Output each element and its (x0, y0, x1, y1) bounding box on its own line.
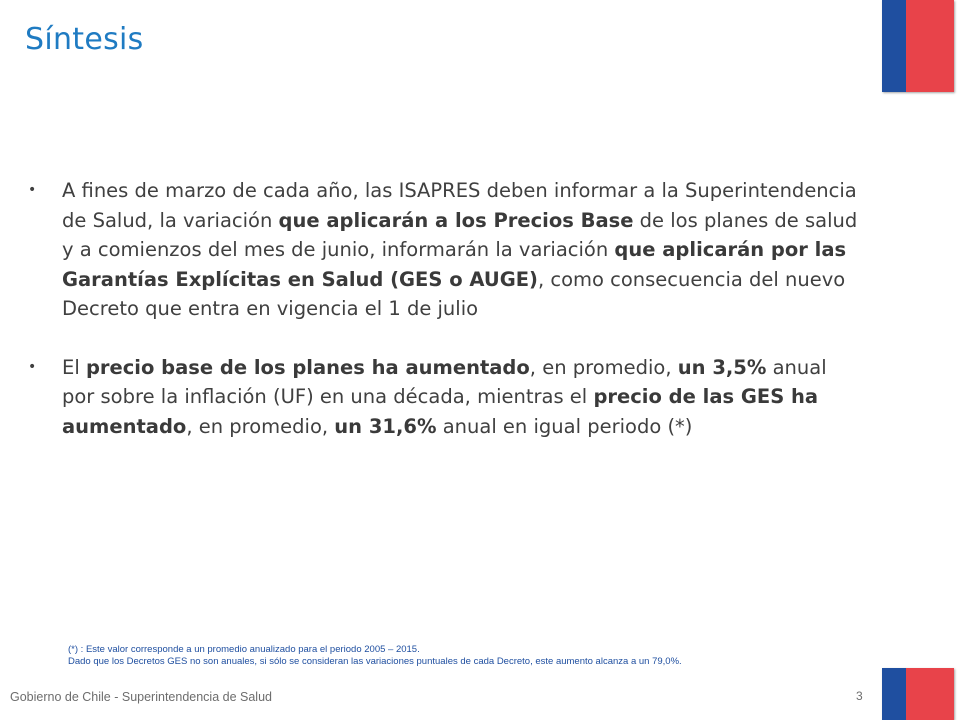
footer-text: Gobierno de Chile - Superintendencia de Salud (10, 690, 272, 704)
bullet-item (28, 353, 858, 442)
chile-flag-logo-bottom (882, 668, 954, 720)
bullet-run: de los planes de salud y a comienzos del mes de junio, informarán la variación (62, 208, 858, 261)
bullet-text (62, 356, 827, 438)
bullet-run: , en promedio, (529, 355, 678, 379)
bullet-emphasis: precio de las GES ha aumentado (62, 385, 819, 438)
bullet-emphasis: que aplicarán a los Precios Base (278, 208, 634, 232)
page-number: 3 (856, 689, 863, 703)
flag-blue-stripe (882, 668, 906, 720)
bullet-run: A fines de marzo de cada año, las ISAPRES deben informar a la Superintendencia de Salud, la variación (62, 179, 857, 232)
flag-red-stripe (906, 0, 954, 92)
bullet-list (28, 176, 858, 470)
bullet-emphasis: un 3,5% (677, 355, 767, 379)
bullet-icon: • (28, 182, 37, 198)
bullet-icon: • (28, 358, 37, 375)
bullet-run: anual en igual periodo (*) (436, 414, 693, 438)
bullet-run: , como consecuencia del nuevo Decreto que entra en vigencia el 1 de julio (62, 267, 846, 320)
bullet-emphasis: precio base de los planes ha aumentado (85, 355, 530, 379)
bullet-emphasis: que aplicarán por las Garantías Explícitas en Salud (GES o AUGE) (62, 238, 847, 291)
bullet-run: anual por sobre la inflación (UF) en una década, mientras el (62, 355, 827, 408)
slide-title: Síntesis (25, 22, 144, 57)
flag-blue-stripe (882, 0, 906, 92)
flag-red-stripe (906, 668, 954, 720)
bullet-text (62, 179, 857, 320)
footnote-line: Dado que los Decretos GES no son anuales, si sólo se consideran las variaciones puntuales de cada Decreto, este aumento alcanza a un 79,0%. (68, 656, 682, 667)
bullet-emphasis: un 31,6% (334, 414, 437, 438)
footnote-line: (*) : Este valor corresponde a un promedio anualizado para el periodo 2005 – 2015. (68, 644, 420, 655)
chile-flag-logo-top (882, 0, 954, 92)
bullet-item (28, 176, 858, 324)
bullet-run: El (62, 355, 86, 379)
footnote (68, 644, 858, 668)
bullet-run: , en promedio, (186, 414, 335, 438)
